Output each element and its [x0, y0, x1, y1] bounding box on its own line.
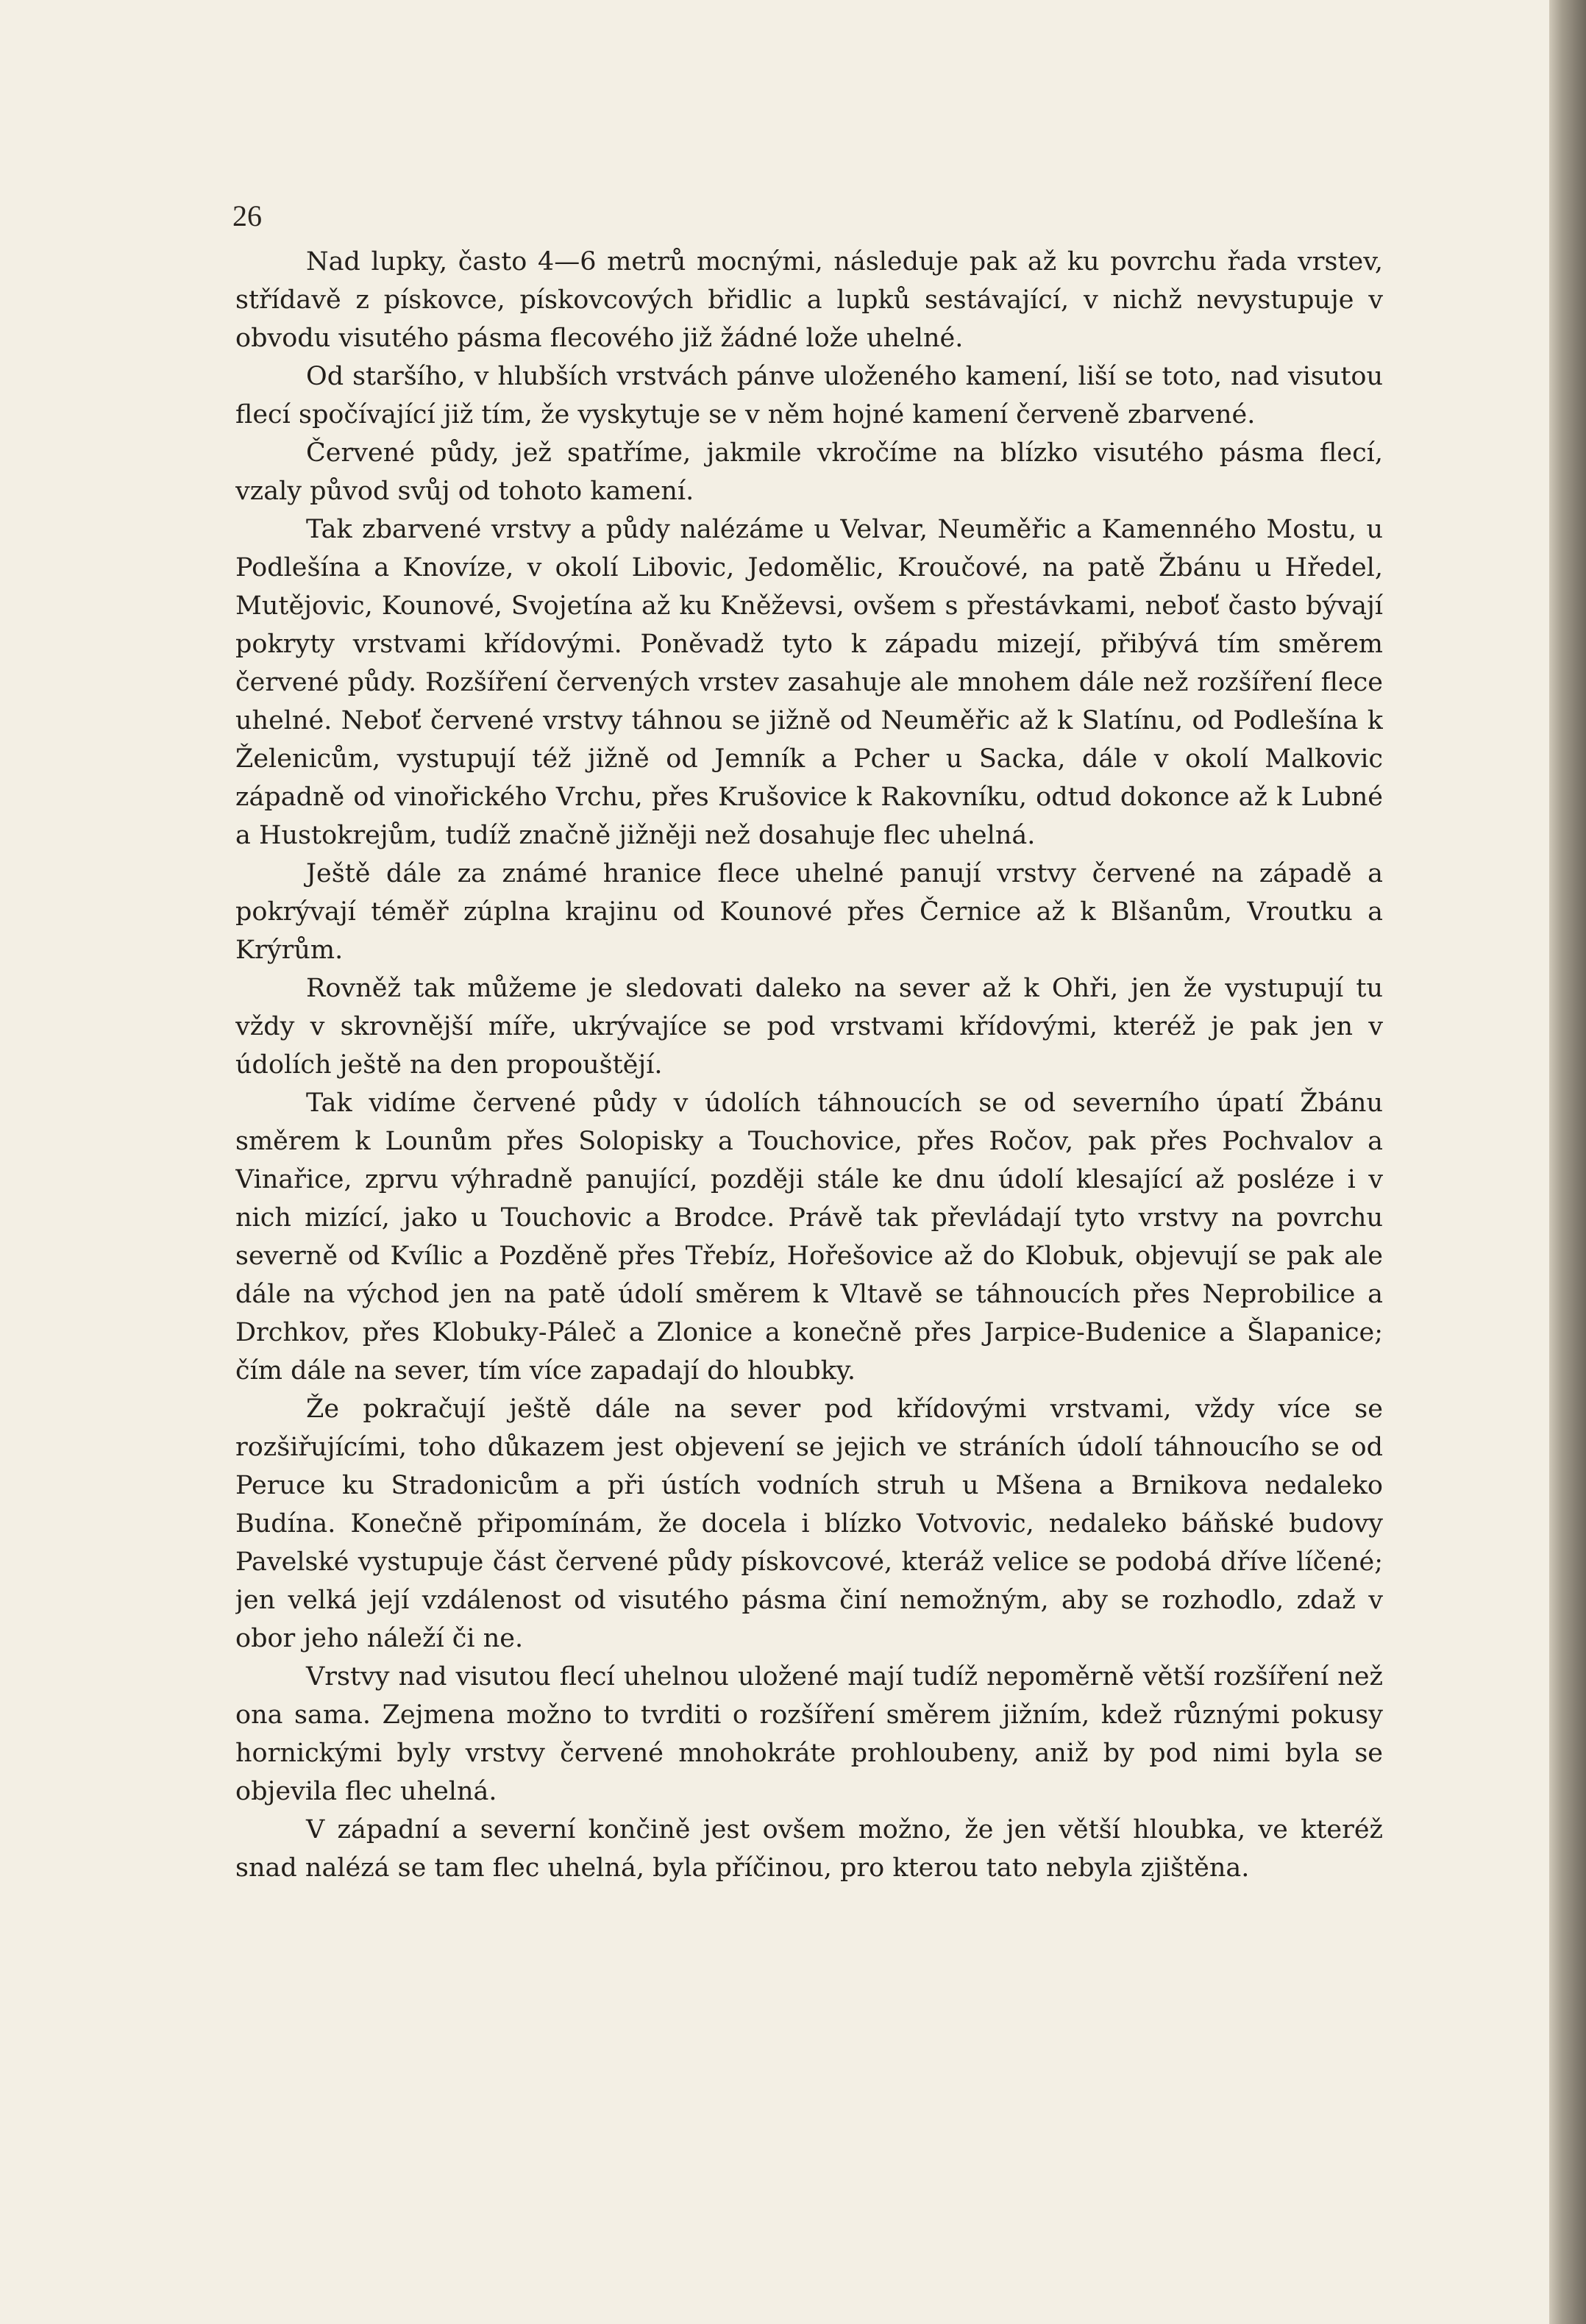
paragraph-10: V západní a severní končině jest ovšem možno, že jen větší hloubka, ve kteréž snad nalézá se tam flec uhelná, byla příčinou, pro kterou tato nebyla zjištěna.: [235, 1815, 1383, 1883]
binding-edge: [1549, 0, 1586, 2324]
paragraph-3: Červené půdy, jež spatříme, jakmile vkročíme na blízko visutého pásma flecí, vzaly původ svůj od tohoto kamení.: [235, 438, 1383, 506]
paragraph-2: Od staršího, v hlubších vrstvách pánve uloženého kamení, liší se toto, nad visutou flecí spočívající již tím, že vyskytuje se v něm hojné kamení červeně zbarvené.: [235, 362, 1383, 429]
paragraph-5: Ještě dále za známé hranice flece uhelné panují vrstvy červené na západě a pokrývají téměř zúplna krajinu od Kounové přes Černice až k Blšanům, Vroutku a Krýrům.: [235, 859, 1383, 965]
paragraph-6: Rovněž tak můžeme je sledovati daleko na sever až k Ohři, jen že vystupují tu vždy v skrovnější míře, ukrývajíce se pod vrstvami křídovými, kteréž je pak jen v údolích ještě na den propouštějí.: [235, 974, 1383, 1080]
paragraph-7: Tak vidíme červené půdy v údolích táhnoucích se od severního úpatí Žbánu směrem k Lounům přes Solopisky a Touchovice, přes Ročov, pak přes Pochvalov a Vinařice, zprvu výhradně panující, později stále ke dnu údolí klesající až posléze i v nich mizící, jako u Touchovic a Brodce. Právě tak převládají tyto vrstvy na povrchu severně od Kvílic a Pozděně přes Třebíz, Hořešovice až do Klobuk, objevují se pak ale dále na východ jen na patě údolí směrem k Vltavě se táhnoucích přes Neprobilice a Drchkov, přes Klobuky-Páleč a Zlonice a konečně přes Jarpice-Budenice a Šlapanice; čím dále na sever, tím více zapadají do hloubky.: [235, 1088, 1383, 1386]
paragraph-9: Vrstvy nad visutou flecí uhelnou uložené mají tudíž nepoměrně větší rozšíření než ona sama. Zejmena možno to tvrditi o rozšíření směrem jižním, kdež různými pokusy hornickými byly vrstvy červené mnohokráte prohloubeny, aniž by pod nimi byla se objevila flec uhelná.: [235, 1662, 1383, 1806]
page-number: 26: [232, 199, 262, 232]
paragraph-4: Tak zbarvené vrstvy a půdy nalézáme u Velvar, Neuměřic a Kamenného Mostu, u Podlešína a Knovíze, v okolí Libovic, Jedomělic, Kroučové, na patě Žbánu u Hředel, Mutějovic, Kounové, Svojetína až ku Kněževsi, ovšem s přestávkami, neboť často bývají pokryty vrstvami křídovými. Poněvadž tyto k západu mizejí, přibývá tím směrem červené půdy. Rozšíření červených vrstev zasahuje ale mnohem dále než rozšíření flece uhelné. Neboť červené vrstvy táhnou se jižně od Neuměřic až k Slatínu, od Podlešína k Želenicům, vystupují též jižně od Jemník a Pcher u Sacka, dále v okolí Malkovic západně od vinořického Vrchu, přes Krušovice k Rakovníku, odtud dokonce až k Lubné a Hustokrejům, tudíž značně jižněji než dosahuje flec uhelná.: [235, 515, 1383, 850]
paragraph-8: Že pokračují ještě dále na sever pod křídovými vrstvami, vždy více se rozšiřujícími, toho důkazem jest objevení se jejich ve stráních údolí táhnoucího se od Peruce ku Stradonicům a při ústích vodních struh u Mšena a Brnikova nedaleko Budína. Konečně připomínám, že docela i blízko Votvovic, nedaleko báňské budovy Pavelské vystupuje část červené půdy pískovcové, kteráž velice se podobá dříve líčené; jen velká její vzdálenost od visutého pásma činí nemožným, aby se rozhodlo, zdaž v obor jeho náleží či ne.: [235, 1394, 1383, 1653]
page-text: [235, 243, 1383, 2045]
paragraph-1: Nad lupky, často 4—6 metrů mocnými, následuje pak až ku povrchu řada vrstev, střídavě z pískovce, pískovcových břidlic a lupků sestávající, v nichž nevystupuje v obvodu visutého pásma flecového již žádné lože uhelné.: [235, 247, 1383, 353]
